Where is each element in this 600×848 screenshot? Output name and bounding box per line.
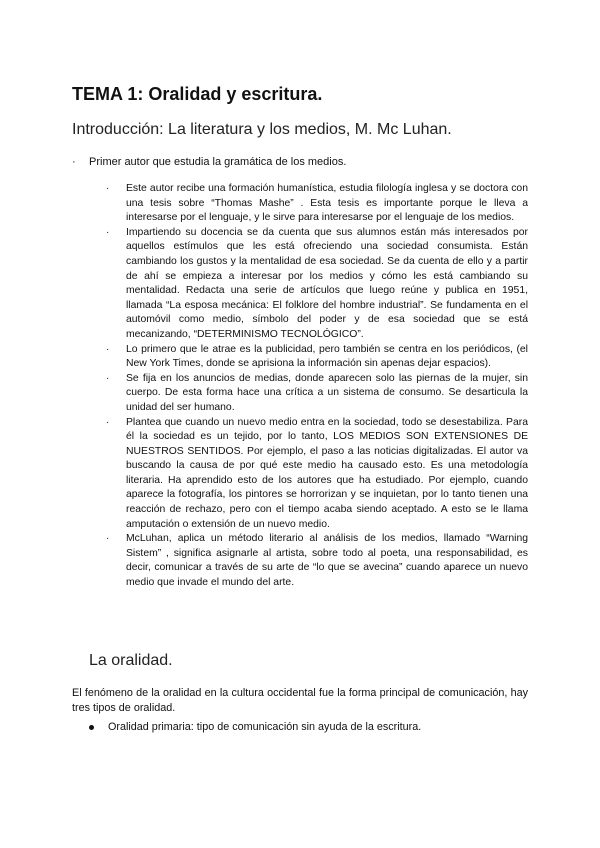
list-item <box>104 372 528 416</box>
bullet-glyph: · <box>106 416 110 428</box>
list-item <box>104 343 528 372</box>
bullet-glyph: · <box>106 533 110 545</box>
bullet-glyph: · <box>72 156 76 168</box>
list-item <box>104 532 528 590</box>
list-item <box>104 226 528 343</box>
bullet-glyph: · <box>106 343 110 355</box>
oralidad-heading: La oralidad. <box>89 652 173 669</box>
intro-heading: Introducción: La literatura y los medios, M. Mc Luhan. <box>72 121 452 138</box>
bullet-glyph: · <box>106 372 110 384</box>
list-item-text: Lo primero que le atrae es la publicidad, pero también se centra en los periódicos, (el New York Times, donde se aprisiona la información sin apenas dejar espacios). <box>126 343 528 370</box>
page-title: TEMA 1: Oralidad y escritura. <box>72 84 323 104</box>
list-item <box>104 182 528 226</box>
list-item-text: Este autor recibe una formación humanística, estudia filología inglesa y se doctora con una tesis sobre “Thomas Mashe” . Esta tesis es importante porque le lleva a interesarse por el lenguaje, y le sirve para interesarse por el lenguaje de los medios. <box>126 183 528 224</box>
list-item-text: Plantea que cuando un nuevo medio entra en la sociedad, todo se desestabiliza. Para él la sociedad es un tejido, por lo tanto, LOS MEDIOS SON EXTENSIONES DE NUESTROS SENTIDOS. Por ejemplo, el paso a las noticias digitalizadas. El autor va buscando la causa de por qué este medio ha causado esto. Es una metodología literaria. Ha aprendido esto de los autores que ha estudiado. Por ejemplo, cuando aparece la fotografía, los pintores se horrorizan y se inquietan, por lo tanto tienen una reacción de rechazo, pero con el tiempo acaba siendo aceptado. A esto se le llama amputación o extensión de un nuevo medio. <box>126 416 528 530</box>
oralidad-paragraph: El fenómeno de la oralidad en la cultura occidental fue la forma principal de comunicación, hay tres tipos de oralidad. <box>72 687 528 714</box>
list-item-text: Oralidad primaria: tipo de comunicación sin ayuda de la escritura. <box>108 721 422 733</box>
list-item-text: McLuhan, aplica un método literario al análisis de los medios, llamado “Warning Sistem” , significa asignarle al artista, sobre todo al poeta, una responsabilidad, es decir, comunicar a través de su arte de “lo que se avecina” cuando aparece un nuevo medio que invade el mundo del arte. <box>126 533 528 589</box>
bullet-glyph: · <box>106 183 110 194</box>
bullet-dot-icon <box>89 725 94 730</box>
list-item-text: Primer autor que estudia la gramática de los medios. <box>89 156 347 168</box>
list-item-text: Se fija en los anuncios de medias, donde aparecen solo las piernas de la mujer, sin cuerpo. De esta forma hace una crítica a un sistema de consumo. Se desarticula la unidad del ser humano. <box>126 372 528 413</box>
list-item-text: Impartiendo su docencia se da cuenta que sus alumnos están más interesados por aquellos estímulos que les está ofreciendo una sociedad consumista. Están cambiando los gustos y la mentalidad de esa sociedad. Se da cuenta de ello y a partir de ahí se empieza a interesar por los medios y cómo les está cambiando su mentalidad. Redacta una serie de artículos que luego reúne y publica en 1951, llamada “La esposa mecánica: El folklore del hombre industrial”. Se fundamenta en el automóvil como medio, símbolo del poder y de esa sociedad que se está mecanizando, “DETERMINISMO TECNOLÓGICO”. <box>126 226 528 340</box>
mcluhan-sublist <box>104 182 528 591</box>
list-item <box>104 416 528 533</box>
bullet-glyph: · <box>106 226 110 238</box>
